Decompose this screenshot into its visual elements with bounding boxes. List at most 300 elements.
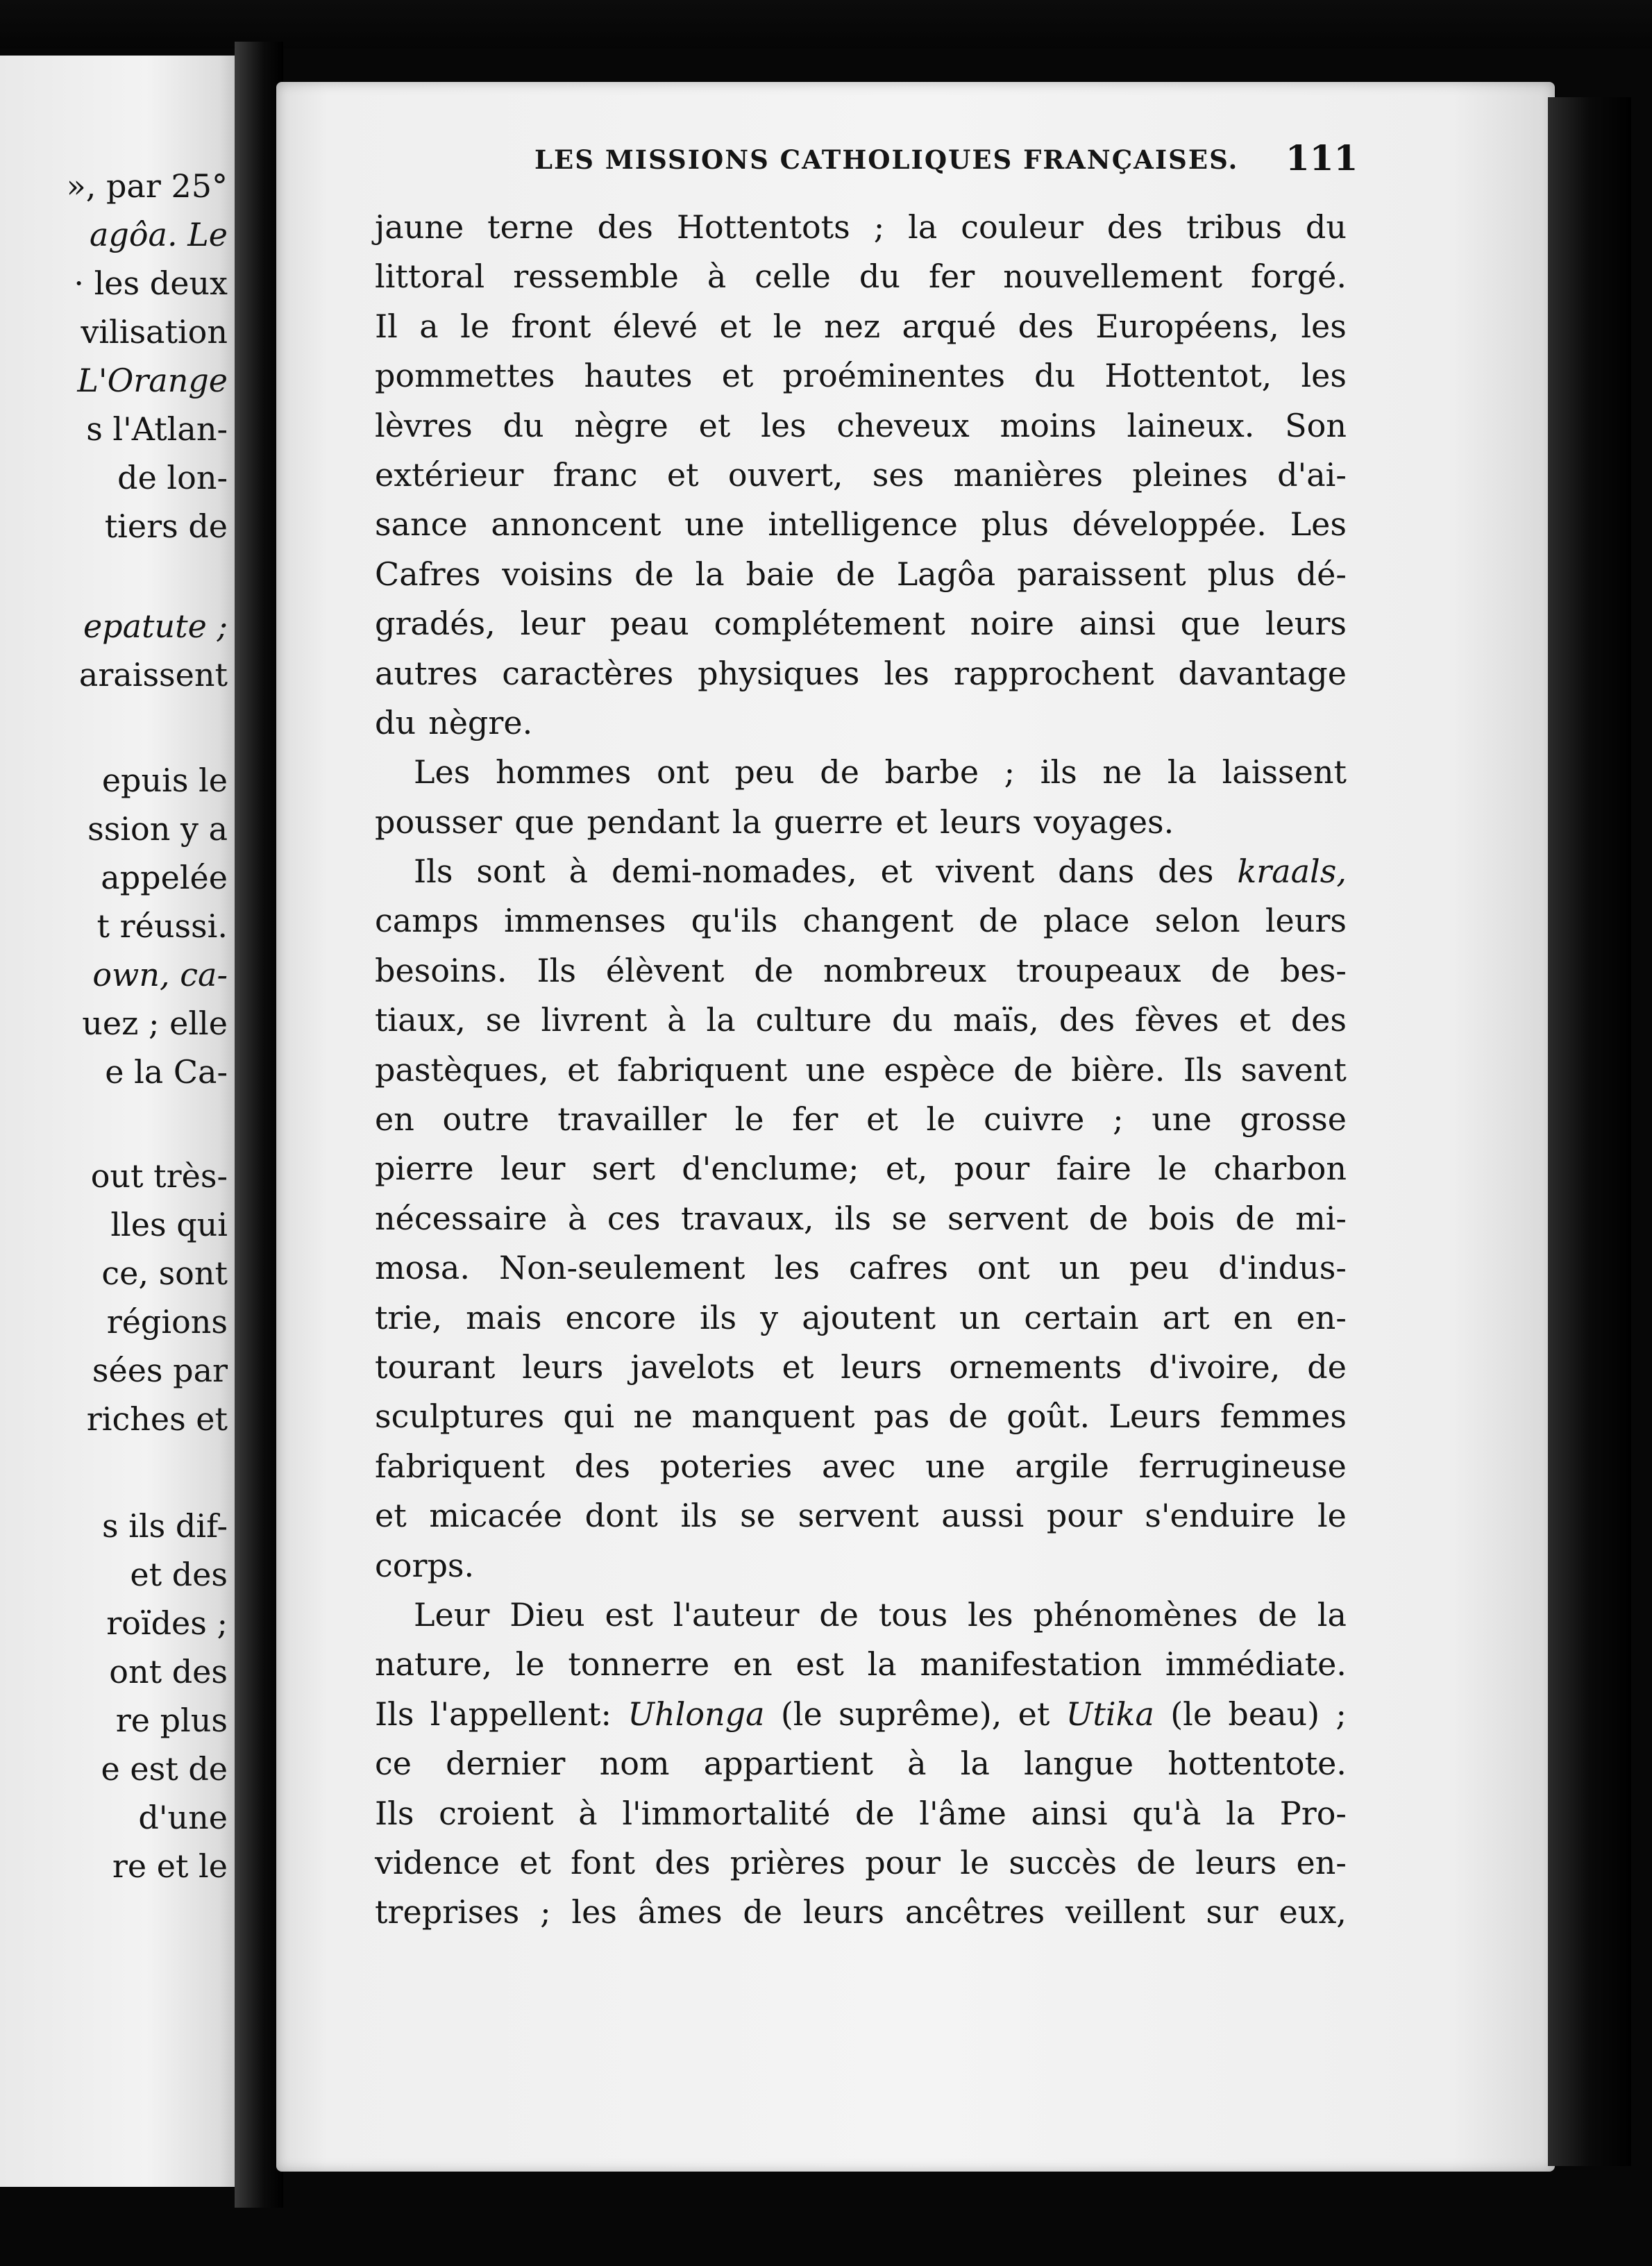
word: à: [568, 853, 589, 891]
word: y: [760, 1298, 779, 1336]
word: sont: [476, 853, 546, 891]
word: mosa.: [375, 1249, 470, 1287]
word: travailler: [557, 1100, 707, 1139]
word: est: [795, 1645, 844, 1684]
word: couleur: [961, 208, 1084, 246]
word: de: [979, 902, 1018, 940]
word: que: [514, 803, 575, 841]
word: le: [1317, 1497, 1347, 1535]
word: sur: [1206, 1893, 1258, 1931]
word: fèves: [1135, 1001, 1220, 1039]
previous-page-line: epuis le: [101, 762, 228, 799]
word: peau: [610, 605, 689, 643]
text-line: [375, 1343, 1347, 1392]
word: des: [655, 1843, 711, 1881]
word: autres: [375, 654, 478, 692]
word: et: [895, 803, 928, 841]
previous-page-line: d'une: [138, 1799, 228, 1836]
previous-page-line: lles qui: [110, 1206, 228, 1243]
word: certain: [1024, 1298, 1139, 1336]
word: du: [1034, 357, 1076, 395]
word: forgé.: [1250, 258, 1347, 296]
previous-page-line: ce, sont: [101, 1254, 228, 1292]
word: croient: [439, 1794, 554, 1832]
previous-page-line: L'Orange: [77, 362, 228, 399]
word: sance: [375, 505, 468, 544]
word: ils: [700, 1298, 737, 1336]
word: hottentote.: [1168, 1745, 1347, 1783]
word: tonnerre: [568, 1645, 710, 1684]
word: plus: [1207, 555, 1275, 593]
word: et,: [885, 1150, 928, 1188]
word: le: [926, 1100, 956, 1139]
word: hommes: [495, 753, 632, 791]
word: Ils: [537, 951, 576, 989]
word: Non-seulement: [498, 1249, 745, 1287]
word: Les: [414, 753, 471, 791]
word: dernier: [446, 1745, 566, 1783]
word: corps.: [375, 1546, 475, 1584]
word: Lagôa: [896, 555, 996, 593]
word: la: [1167, 753, 1197, 791]
word: les: [774, 1249, 820, 1287]
previous-page-line: appelée: [101, 859, 228, 896]
word: et: [567, 1050, 599, 1089]
word: extérieur: [375, 455, 524, 494]
word: eux,: [1279, 1893, 1347, 1931]
word: du: [503, 406, 544, 444]
word: l'immortalité: [622, 1794, 831, 1832]
previous-page-line: riches et: [86, 1400, 228, 1438]
word: laissent: [1222, 753, 1347, 791]
word: à: [667, 1001, 686, 1039]
text-line: [375, 1491, 1347, 1541]
word: des: [1059, 1001, 1115, 1039]
word: pousser: [375, 803, 503, 841]
word: des: [1018, 307, 1074, 345]
word: caractères: [502, 654, 674, 692]
word: goût.: [1006, 1398, 1090, 1436]
word: le: [773, 307, 802, 345]
word: ;: [1335, 1695, 1347, 1733]
word: en: [1233, 1298, 1273, 1336]
word: voisins: [502, 555, 614, 593]
word: prières: [730, 1843, 845, 1881]
word: les: [884, 654, 929, 692]
word: la: [1317, 1595, 1347, 1634]
word: terne: [487, 208, 574, 246]
word: ont: [656, 753, 709, 791]
word: et: [1018, 1695, 1050, 1733]
word: micacée: [429, 1497, 563, 1535]
previous-page-line: re plus: [115, 1702, 228, 1739]
word: des: [1158, 853, 1214, 891]
text-line: [375, 302, 1347, 351]
word: nombreux: [823, 951, 987, 989]
text-line: [375, 896, 1347, 946]
previous-page-line: s l'Atlan-: [86, 410, 228, 448]
word: des: [1290, 1001, 1347, 1039]
word: qu'ils: [691, 902, 778, 940]
word: aussi: [941, 1497, 1025, 1535]
word: nouvellement: [1003, 258, 1222, 296]
word: en: [732, 1645, 773, 1684]
word: les: [968, 1595, 1013, 1634]
word: sert: [591, 1150, 655, 1188]
text-line: [375, 1095, 1347, 1144]
word: de: [819, 1595, 859, 1634]
running-head: LES MISSIONS CATHOLIQUES FRANÇAISES.: [534, 144, 1239, 175]
word: qui: [563, 1398, 615, 1436]
word: de: [1235, 1199, 1275, 1237]
text-line: [375, 1591, 1347, 1640]
word: bois: [1148, 1199, 1215, 1237]
word: fabriquent: [617, 1050, 788, 1089]
word: servent: [798, 1497, 919, 1535]
word: leurs: [1265, 902, 1347, 940]
word: paraissent: [1017, 555, 1186, 593]
word: l'âme: [919, 1794, 1006, 1832]
text-line: [375, 1046, 1347, 1095]
word: que: [1180, 605, 1240, 643]
word: changent: [802, 902, 954, 940]
word: bière.: [1071, 1050, 1165, 1089]
word: pas: [873, 1398, 930, 1436]
text-line: [375, 252, 1347, 301]
word: et: [719, 307, 752, 345]
word: ne: [1102, 753, 1143, 791]
text-line: [375, 451, 1347, 500]
word: nature,: [375, 1645, 492, 1684]
word: ne: [633, 1398, 673, 1436]
word: leurs: [522, 1348, 604, 1386]
text-line: [375, 1888, 1347, 1937]
word: en-: [1296, 1843, 1347, 1881]
word: élevé: [612, 307, 698, 345]
word: femmes: [1220, 1398, 1347, 1436]
word: l'auteur: [673, 1595, 800, 1634]
word: un: [1059, 1249, 1101, 1287]
word: front: [511, 307, 591, 345]
text-line: [375, 1392, 1347, 1441]
word: de: [1136, 1843, 1176, 1881]
word: ressemble: [513, 258, 679, 296]
text-line: [375, 1144, 1347, 1193]
word: veillent: [1065, 1893, 1186, 1931]
word: Ils: [414, 853, 453, 891]
text-line: [375, 1442, 1347, 1491]
word: tiaux,: [375, 1001, 466, 1039]
word: treprises: [375, 1893, 520, 1931]
word: leurs: [841, 1348, 922, 1386]
word: ils: [680, 1497, 718, 1535]
previous-page-line: roïdes ;: [106, 1604, 228, 1642]
word: troupeaux: [1016, 951, 1181, 989]
word: arqué: [902, 307, 997, 345]
word: (le: [780, 1695, 823, 1733]
word: Ils: [375, 1695, 414, 1733]
word: fabriquent: [375, 1447, 546, 1485]
word: leur: [520, 605, 586, 643]
word: élèvent: [605, 951, 725, 989]
word: de: [1088, 1199, 1129, 1237]
word: grosse: [1240, 1100, 1347, 1139]
previous-page-line: araissent: [78, 656, 228, 694]
word: selon: [1154, 902, 1240, 940]
word: appartient: [703, 1745, 873, 1783]
word: âmes: [637, 1893, 723, 1931]
word: d'enclume;: [682, 1150, 859, 1188]
body-text: [375, 203, 1347, 1938]
previous-page-line: ont des: [109, 1653, 228, 1690]
word: la: [732, 803, 761, 841]
word: dans: [1058, 853, 1135, 891]
word: leurs: [1195, 1843, 1277, 1881]
word: trie,: [375, 1298, 443, 1336]
previous-page-line: t réussi.: [96, 907, 228, 945]
previous-page-line: re et le: [112, 1847, 228, 1885]
word: d'ivoire,: [1149, 1348, 1281, 1386]
word: les: [1301, 357, 1347, 395]
previous-page-line: ssion y a: [87, 810, 228, 848]
text-line: [375, 351, 1347, 401]
word: place: [1043, 902, 1130, 940]
word: franc: [553, 455, 638, 494]
word: plus: [981, 505, 1049, 544]
word: tourant: [375, 1348, 496, 1386]
word: pour: [1046, 1497, 1122, 1535]
word: davantage: [1178, 654, 1347, 692]
word: Dieu: [509, 1595, 585, 1634]
word: le: [1158, 1150, 1188, 1188]
word: manquent: [691, 1398, 855, 1436]
text-line: [375, 500, 1347, 549]
word: ouvert,: [727, 455, 843, 494]
word: ainsi: [1079, 605, 1156, 643]
word: et: [880, 853, 913, 891]
word: de: [1211, 951, 1251, 989]
previous-page-line: sées par: [92, 1352, 228, 1389]
previous-page-line: de lon-: [117, 459, 228, 496]
word: une: [1152, 1100, 1212, 1139]
word: vivent: [936, 853, 1035, 891]
word: ce: [375, 1745, 412, 1783]
word: une: [925, 1447, 986, 1485]
word: ;: [540, 1893, 551, 1931]
word: kraals,: [1237, 853, 1347, 891]
word: en: [375, 1100, 414, 1139]
word: le: [460, 307, 490, 345]
previous-page-line: own, ca-: [92, 956, 228, 993]
word: Utika: [1065, 1695, 1154, 1733]
previous-page-line: uez ; elle: [82, 1005, 228, 1042]
word: le: [734, 1100, 764, 1139]
word: et: [1239, 1001, 1271, 1039]
text-line: [375, 847, 1347, 896]
word: Les: [1290, 505, 1347, 544]
word: et: [375, 1497, 407, 1535]
word: besoins.: [375, 951, 507, 989]
word: la: [960, 1745, 990, 1783]
word: et: [721, 357, 754, 395]
word: cafres: [848, 1249, 948, 1287]
word: ancêtres: [904, 1893, 1045, 1931]
word: des: [574, 1447, 631, 1485]
previous-page-line: agôa. Le: [89, 216, 228, 253]
word: mais: [466, 1298, 542, 1336]
text-line: [375, 1690, 1347, 1739]
word: les: [1301, 307, 1347, 345]
word: camps: [375, 902, 479, 940]
word: guerre: [773, 803, 884, 841]
previous-page-line: s ils dif-: [102, 1507, 228, 1545]
word: une: [684, 505, 745, 544]
word: sculptures: [375, 1398, 545, 1436]
previous-page-line: e est de: [101, 1750, 228, 1788]
word: outre: [442, 1100, 530, 1139]
word: Européens,: [1095, 307, 1279, 345]
word: immédiate.: [1165, 1645, 1347, 1684]
word: du: [375, 703, 416, 741]
word: vidence: [375, 1843, 500, 1881]
word: ils: [1040, 753, 1077, 791]
word: Uhlonga: [627, 1695, 765, 1733]
text-line: [375, 401, 1347, 451]
word: des: [597, 208, 653, 246]
previous-page-line: tiers de: [104, 507, 228, 545]
word: le: [960, 1843, 990, 1881]
word: pastèques,: [375, 1050, 549, 1089]
word: un: [959, 1298, 1001, 1336]
word: manifestation: [920, 1645, 1143, 1684]
word: ajoutent: [802, 1298, 936, 1336]
word: manières: [953, 455, 1103, 494]
word: ses: [872, 455, 925, 494]
text-line: [375, 1243, 1347, 1293]
word: poteries: [659, 1447, 793, 1485]
word: la: [706, 1001, 736, 1039]
word: et: [519, 1843, 551, 1881]
word: baie: [745, 555, 815, 593]
word: pleines: [1132, 455, 1248, 494]
word: de: [948, 1398, 988, 1436]
word: mi-: [1295, 1199, 1347, 1237]
word: leurs: [940, 803, 1022, 841]
word: cheveux: [836, 406, 970, 444]
word: demi-nomades,: [611, 853, 857, 891]
word: à: [578, 1794, 598, 1832]
word: pierre: [375, 1150, 474, 1188]
word: complétement: [714, 605, 945, 643]
word: et: [666, 455, 699, 494]
word: beau): [1228, 1695, 1320, 1733]
word: dont: [584, 1497, 658, 1535]
word: le: [515, 1645, 545, 1684]
word: se: [485, 1001, 521, 1039]
word: de: [820, 753, 859, 791]
page-number: 111: [1286, 137, 1358, 178]
word: ;: [1004, 753, 1015, 791]
word: savent: [1240, 1050, 1347, 1089]
word: succès: [1009, 1843, 1117, 1881]
word: charbon: [1213, 1150, 1347, 1188]
word: la: [908, 208, 938, 246]
word: et: [698, 406, 731, 444]
text-line: [375, 748, 1347, 797]
word: nègre.: [428, 703, 533, 741]
word: javelots: [630, 1348, 755, 1386]
word: ainsi: [1031, 1794, 1108, 1832]
previous-page: [0, 56, 244, 2187]
text-line: [375, 698, 1347, 748]
word: leurs: [802, 1893, 885, 1931]
word: proéminentes: [782, 357, 1006, 395]
word: s'enduire: [1145, 1497, 1295, 1535]
word: est: [605, 1595, 653, 1634]
word: moins: [1000, 406, 1097, 444]
previous-page-line: epatute ;: [83, 607, 228, 645]
word: phénomènes: [1033, 1595, 1238, 1634]
word: celle: [755, 258, 831, 296]
word: la: [695, 555, 725, 593]
previous-page-line: », par 25°: [66, 167, 228, 205]
word: à: [707, 258, 727, 296]
word: les: [761, 406, 807, 444]
text-line: [375, 1838, 1347, 1888]
word: hautes: [584, 357, 693, 395]
word: Leur: [414, 1595, 490, 1634]
word: en-: [1296, 1298, 1347, 1336]
word: Son: [1285, 406, 1347, 444]
word: dé-: [1296, 555, 1347, 593]
word: pour: [865, 1843, 941, 1881]
word: littoral: [375, 258, 485, 296]
word: ferrugineuse: [1138, 1447, 1347, 1485]
word: noire: [970, 605, 1054, 643]
word: d'ai-: [1277, 455, 1347, 494]
word: de: [754, 951, 794, 989]
word: de: [634, 555, 674, 593]
word: ornements: [949, 1348, 1122, 1386]
word: peu: [1129, 1249, 1190, 1287]
word: gradés,: [375, 605, 496, 643]
word: d'indus-: [1218, 1249, 1347, 1287]
word: du: [859, 258, 900, 296]
word: espèce: [884, 1050, 995, 1089]
word: se: [740, 1497, 775, 1535]
word: de: [743, 1893, 783, 1931]
word: pommettes: [375, 357, 555, 395]
text-line: [375, 1640, 1347, 1689]
previous-page-line: régions: [106, 1303, 228, 1341]
word: ;: [1113, 1100, 1124, 1139]
word: maïs,: [952, 1001, 1039, 1039]
word: jaune: [375, 208, 464, 246]
word: des: [1106, 208, 1163, 246]
word: à: [907, 1745, 927, 1783]
word: l'appellent:: [430, 1695, 612, 1733]
word: lèvres: [375, 406, 473, 444]
word: travaux,: [681, 1199, 814, 1237]
text-line: [375, 1739, 1347, 1788]
word: la: [867, 1645, 897, 1684]
word: pendant: [587, 803, 720, 841]
word: barbe: [884, 753, 979, 791]
previous-page-line: et des: [130, 1556, 228, 1593]
word: du: [891, 1001, 934, 1039]
word: argile: [1015, 1447, 1109, 1485]
word: tous: [878, 1595, 948, 1634]
